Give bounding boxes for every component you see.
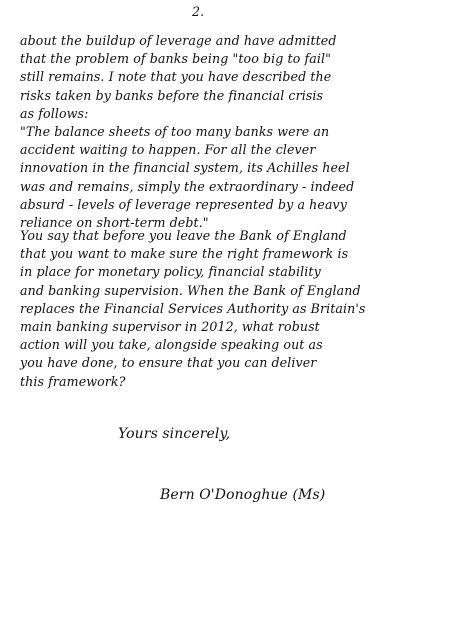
text-line: still remains. I note that you have described the — [20, 69, 332, 85]
paragraph-1 — [20, 32, 460, 232]
quote-line: reliance on short-term debt." — [20, 214, 209, 230]
text-line: main banking supervisor in 2012, what robust — [20, 318, 320, 334]
closing-salutation: Yours sincerely, — [118, 426, 231, 442]
signature: Bern O'Donoghue (Ms) — [160, 487, 326, 503]
quote-line: "The balance sheets of too many banks were an — [20, 123, 330, 139]
text-line: you have done, to ensure that you can deliver — [20, 355, 317, 371]
text-line: You say that before you leave the Bank of England — [20, 228, 347, 243]
text-line: that you want to make sure the right framework is — [20, 246, 349, 262]
text-line: as follows: — [20, 105, 89, 121]
text-line: this framework? — [20, 373, 126, 389]
paragraph-2 — [20, 227, 460, 391]
quote-line: was and remains, simply the extraordinary - indeed — [20, 178, 355, 194]
text-line: risks taken by banks before the financial crisis — [20, 87, 324, 103]
text-line: and banking supervision. When the Bank of England — [20, 282, 361, 298]
quote-line: accident waiting to happen. For all the clever — [20, 142, 316, 158]
text-line: in place for monetary policy, financial stability — [20, 264, 321, 280]
text-line: that the problem of banks being "too big to fail" — [20, 51, 332, 67]
text-line: about the buildup of leverage and have admitted — [20, 33, 337, 48]
quote-line: absurd - levels of leverage represented by a heavy — [20, 196, 347, 212]
page-number: 2. — [192, 4, 205, 19]
text-line: replaces the Financial Services Authority as Britain's — [20, 300, 366, 316]
text-line: action will you take, alongside speaking out as — [20, 337, 323, 353]
quote-line: innovation in the financial system, its Achilles heel — [20, 160, 350, 176]
